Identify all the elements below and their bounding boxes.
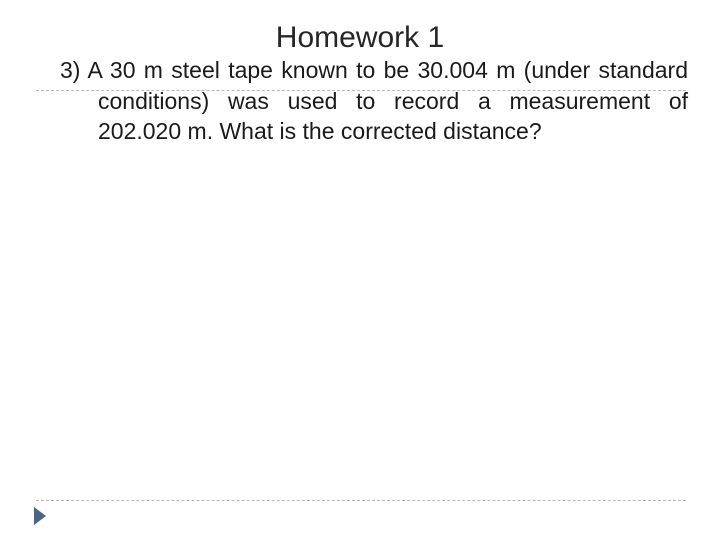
bottom-divider	[36, 500, 686, 501]
question-text: 3) A 30 m steel tape known to be 30.004 m (under standard conditions) was used to record a measurement of 202.020 m. What is the corrected distance?	[60, 57, 688, 144]
play-triangle-icon[interactable]	[34, 507, 46, 525]
slide-title: Homework 1	[275, 21, 445, 54]
